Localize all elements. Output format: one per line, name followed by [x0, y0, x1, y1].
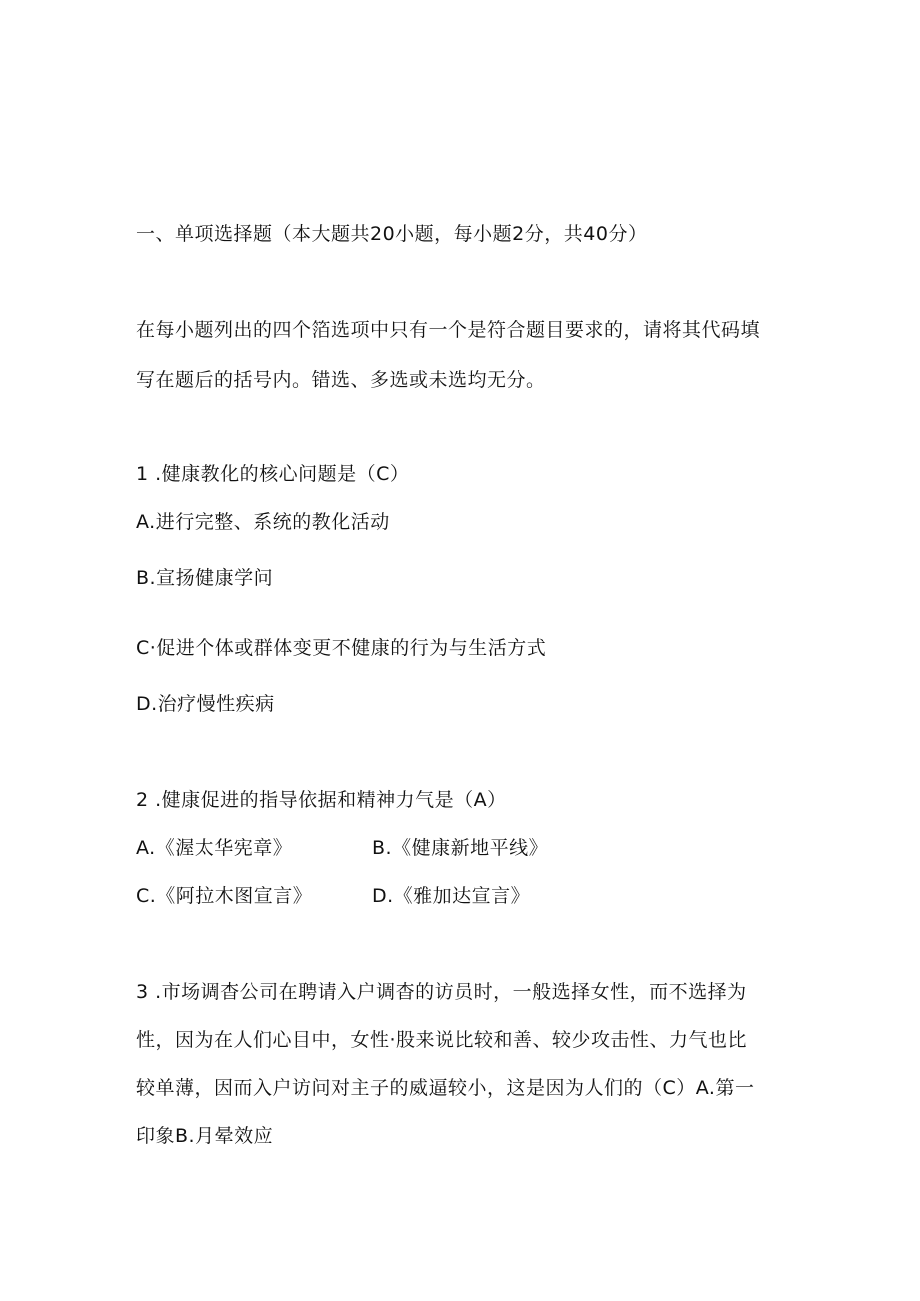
question-2-option-d: D.《雅加达宣言》 [372, 885, 531, 907]
question-1-stem: 1 .健康教化的核心问题是（C） [136, 463, 410, 485]
question-2-option-c: C.《阿拉木图宣言》 [136, 885, 313, 907]
question-3-line-1: 3 .市场调杳公司在聘请入户调杳的访员时，一般选择女性，而不选择为 [136, 981, 747, 1003]
question-3-line-3: 较单薄，因而入户访问对主子的威逼较小，这是因为人们的（C）A.第一 [136, 1077, 755, 1099]
question-1-option-c: C·促进个体或群体变更不健康的行为与生活方式 [136, 637, 547, 659]
question-2-option-b: B.《健康新地平线》 [372, 837, 549, 859]
question-2-stem: 2 .健康促进的指导依据和精神力气是（A） [136, 789, 507, 811]
instructions-line-1: 在每小题列出的四个箔选项中只有一个是符合题目要求的，请将其代码填 [136, 319, 761, 341]
question-1-option-b: B.宣扬健康学问 [136, 567, 274, 589]
section-heading: 一、单项选择题（本大题共20小题，每小题2分，共40分） [136, 223, 648, 245]
question-3-line-2: 性，因为在人们心目中，女性·股来说比较和善、较少攻击性、力气也比 [136, 1029, 748, 1051]
question-3-line-4: 印象B.月晕效应 [136, 1125, 274, 1147]
question-1-option-a: A.进行完整、系统的教化活动 [136, 511, 390, 533]
question-1-option-d: D.治疗慢性疾病 [136, 693, 275, 715]
question-2-option-a: A.《渥太华宪章》 [136, 837, 293, 859]
instructions-line-2: 写在题后的括号内。错选、多选或未选均无分。 [136, 369, 546, 391]
